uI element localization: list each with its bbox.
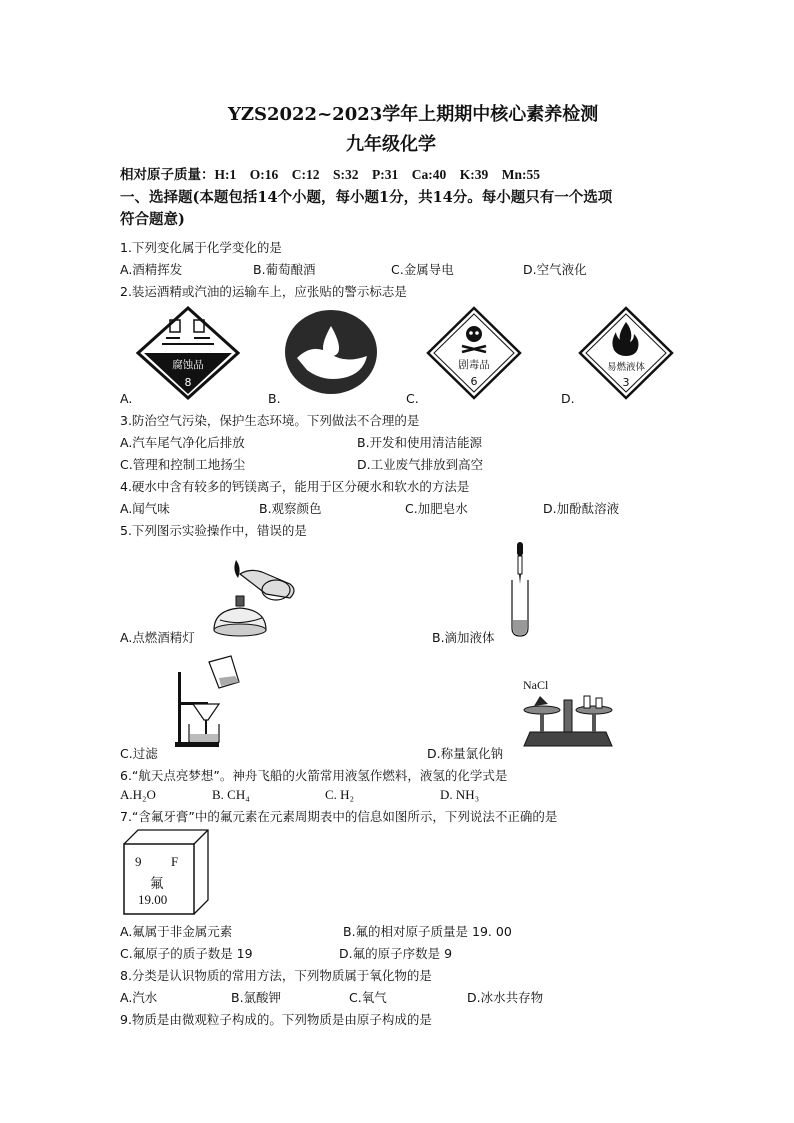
q4-option-b: B.观察颜色	[259, 501, 322, 516]
q4-option-a: A.闻气味	[120, 501, 170, 516]
sign-c-number: 6	[470, 375, 478, 388]
section-heading: 一、选择题(本题包括14个小题，每小题1分，共14分。每小题只有一个选项	[120, 189, 613, 206]
balance-scale-illustration	[518, 688, 618, 752]
q1-option-a: A.酒精挥发	[120, 262, 183, 277]
q8-option-a: A.汽水	[120, 990, 158, 1005]
filtration-illustration	[163, 654, 245, 750]
q7-option-b: B.氟的相对原子质量是 19. 00	[343, 924, 512, 939]
q1-stem: 1.下列变化属于化学变化的是	[120, 240, 282, 255]
q3-stem: 3.防治空气污染，保护生态环境。下列做法不合理的是	[120, 413, 420, 428]
q7-option-a: A.氟属于非金属元素	[120, 924, 233, 939]
q2-option-a: A.	[120, 391, 133, 406]
corrosive-sign-icon	[136, 306, 240, 400]
sign-a-label: 腐蚀品	[172, 359, 204, 371]
q8-option-d: D.冰水共存物	[467, 990, 544, 1005]
toxic-sign-icon	[426, 306, 522, 400]
q9-stem: 9.物质是由微观粒子构成的。下列物质是由原子构成的是	[120, 1012, 432, 1027]
q2-stem: 2.装运酒精或汽油的运输车上，应张贴的警示标志是	[120, 284, 407, 299]
q5-option-c: C.过滤	[120, 746, 158, 761]
sign-a-number: 8	[184, 376, 192, 389]
q1-option-b: B.葡萄酿酒	[253, 262, 316, 277]
q2-option-b: B.	[268, 391, 281, 406]
q2-option-c: C.	[406, 391, 419, 406]
q6-option-b: B. CH₄	[212, 787, 250, 802]
q5-option-d: D.称量氯化钠	[427, 746, 504, 761]
q1-option-d: D.空气液化	[523, 262, 587, 277]
q4-option-c: C.加肥皂水	[405, 501, 468, 516]
q6-option-a: A.H₂O	[120, 787, 156, 802]
water-drop-sign-icon	[283, 308, 379, 396]
q3-option-a: A.汽车尾气净化后排放	[120, 435, 245, 450]
cell-atomic-number: 9	[135, 854, 142, 869]
q3-option-b: B.开发和使用清洁能源	[357, 435, 483, 450]
q8-stem: 8.分类是认识物质的常用方法，下列物质属于氧化物的是	[120, 968, 432, 983]
q4-stem: 4.硬水中含有较多的钙镁离子，能用于区分硬水和软水的方法是	[120, 479, 470, 494]
cell-element-name: 氟	[150, 876, 164, 892]
sign-d-label: 易燃液体	[606, 362, 646, 373]
q6-option-d: D. NH₃	[440, 787, 480, 802]
flammable-liquid-sign-icon	[578, 306, 674, 400]
sign-c-label: 剧毒品	[458, 359, 490, 371]
q3-option-d: D.工业废气排放到高空	[357, 457, 484, 472]
section-heading-cont: 符合题意)	[120, 211, 185, 228]
atomic-mass-line: 相对原子质量：H:1 O:16 C:12 S:32 P:31 Ca:40 K:39 Mn:55	[120, 167, 540, 182]
cell-atomic-mass: 19.00	[138, 892, 168, 907]
q8-option-c: C.氧气	[349, 990, 387, 1005]
q3-option-c: C.管理和控制工地扬尘	[120, 457, 246, 472]
sign-d-number: 3	[622, 376, 630, 389]
dropper-test-tube-illustration	[508, 540, 532, 640]
nacl-label: NaCl	[523, 678, 549, 692]
q7-option-c: C.氟原子的质子数是 19	[120, 946, 253, 961]
q6-option-c: C. H₂	[325, 787, 355, 802]
q8-option-b: B.氯酸钾	[231, 990, 282, 1005]
q5-option-a: A.点燃酒精灯	[120, 630, 195, 645]
q5-option-b: B.滴加液体	[432, 630, 495, 645]
q4-option-d: D.加酚酞溶液	[543, 501, 620, 516]
q5-stem: 5.下列图示实验操作中，错误的是	[120, 523, 307, 538]
q1-option-c: C.金属导电	[391, 262, 454, 277]
q7-stem: 7.“含氟牙膏”中的氟元素在元素周期表中的信息如图所示，下列说法不正确的是	[120, 809, 558, 824]
alcohol-lamp-illustration	[206, 554, 302, 640]
exam-subtitle: 九年级化学	[346, 134, 436, 155]
q6-stem: 6.“航天点亮梦想”。神舟飞船的火箭常用液氢作燃料，液氢的化学式是	[120, 768, 508, 783]
q7-option-d: D.氟的原子序数是 9	[339, 946, 453, 961]
exam-title: YZS2022~2023学年上期期中核心素养检测	[228, 104, 599, 125]
cell-element-symbol: F	[171, 854, 179, 869]
q2-option-d: D.	[561, 391, 575, 406]
